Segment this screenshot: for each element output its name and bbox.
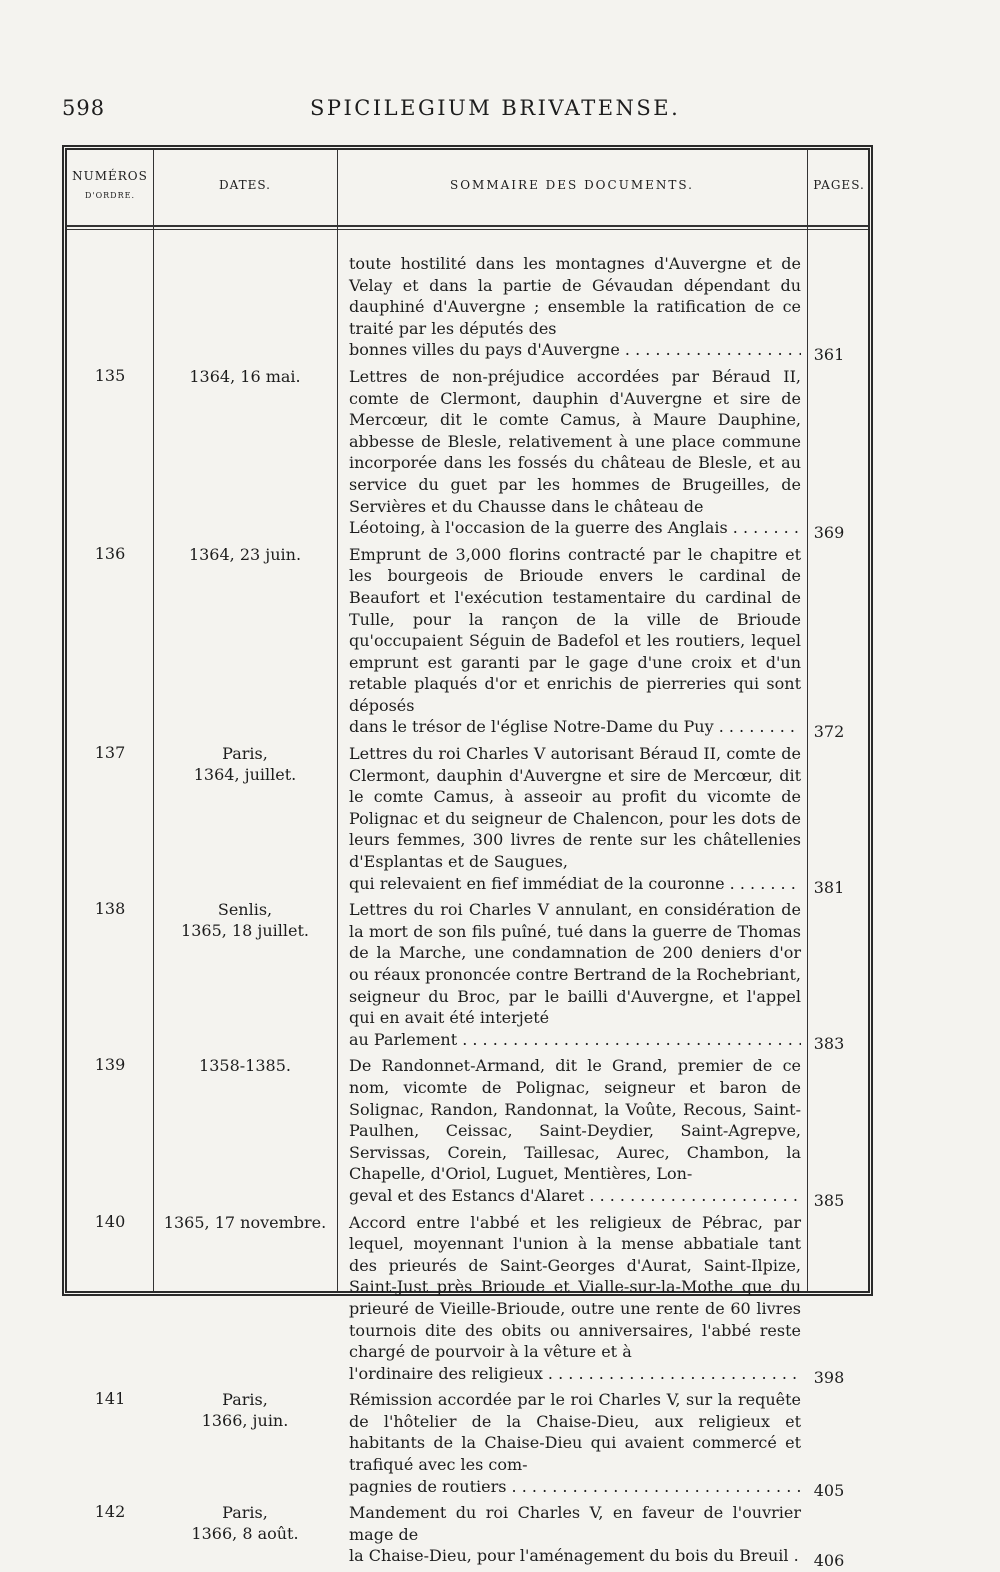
row-summary-last-line: la Chaise-Dieu, pour l'aménagement du bois du Breuil . . . (349, 1545, 801, 1567)
row-number: 142 (94, 1502, 126, 1522)
row-date-value: 1364, 23 juin. (188, 544, 302, 564)
row-page: 369 (813, 522, 845, 542)
row-page: 405 (813, 1481, 845, 1501)
row-date-value: 1358-1385. (199, 1056, 291, 1076)
table-row (67, 1389, 868, 1501)
row-summary (349, 1502, 801, 1567)
row-summary-text: Mandement du roi Charles V, en faveur de l'ouvrier mage de (349, 1503, 801, 1544)
row-summary (349, 366, 801, 539)
header-dates: DATES. (218, 178, 271, 192)
row-page: 381 (813, 878, 845, 898)
header-sommaire: SOMMAIRE DES DOCUMENTS. (450, 178, 694, 192)
row-page: 361 (813, 344, 845, 364)
row-date (153, 1212, 337, 1233)
row-date-value: 1365, 18 juillet. (181, 921, 309, 941)
row-page: 372 (813, 722, 845, 742)
row-summary-last-line: dans le trésor de l'église Notre-Dame du Puy . . . (349, 716, 801, 738)
row-page: 406 (813, 1551, 845, 1571)
row-date (153, 366, 337, 387)
table-row (67, 899, 868, 1054)
row-number: 135 (94, 365, 126, 385)
row-page: 398 (813, 1368, 845, 1388)
row-date-place: Paris, (222, 1390, 268, 1410)
row-summary-last-line: Léotoing, à l'occasion de la guerre des Anglais . . . (349, 517, 801, 539)
row-date (153, 1502, 337, 1544)
row-summary (349, 253, 801, 361)
row-date-place: Paris, (222, 1503, 268, 1523)
row-number: 136 (94, 543, 126, 563)
row-summary-last-line: bonnes villes du pays d'Auvergne . . . (349, 339, 801, 361)
table-row (67, 1055, 868, 1210)
row-summary-last-line: l'ordinaire des religieux . . . (349, 1363, 801, 1385)
row-date-place: Paris, (222, 744, 268, 764)
row-number: 140 (94, 1211, 126, 1231)
row-date (153, 544, 337, 565)
table-row (67, 1211, 868, 1388)
header-rule (67, 229, 868, 230)
row-date-place: Senlis, (217, 900, 273, 920)
row-summary-text: Lettres du roi Charles V autorisant Béraud II, comte de Clermont, dauphin d'Auvergne et sire de Mercœur, dit le comte Camus, à asseoir au profit du vicomte de Polignac et du seigneur de Chalencon, pour les dots de leurs femmes, 300 livres de rente sur les châtellenies d'Esplantas et de Saugues, (349, 744, 801, 872)
row-number: 139 (94, 1055, 126, 1075)
row-summary-last-line: au Parlement . . . (349, 1029, 801, 1051)
row-date (153, 743, 337, 785)
table-row (67, 253, 868, 364)
row-number: 141 (94, 1389, 126, 1409)
table-row (67, 365, 868, 542)
row-date (153, 899, 337, 941)
row-summary-text: toute hostilité dans les montagnes d'Auvergne et de Velay et dans la partie de Gévaudan dépendant du dauphiné d'Auvergne ; ensemble la ratification de ce traité par les députés des (349, 254, 801, 338)
row-summary (349, 1389, 801, 1497)
row-date-value: 1365, 17 novembre. (163, 1212, 327, 1232)
row-date-value: 1364, 16 mai. (189, 366, 301, 386)
row-date (153, 1055, 337, 1076)
row-summary-text: Rémission accordée par le roi Charles V, sur la requête de l'hôtelier de la Chaise-Dieu, aux religieux et habitants de la Chaise-Dieu qui avaient commercé et trafiqué avec les com- (349, 1390, 801, 1475)
row-date-value: 1366, 8 août. (191, 1524, 299, 1544)
table-row (67, 743, 868, 898)
row-summary-text: Lettres du roi Charles V annulant, en considération de la mort de son fils puîné, tué dans la guerre de Thomas de la Marche, une condamnation de 200 deniers d'or ou réaux prononcée contre Bertrand de la Rochebriant, seigneur du Broc, par le bailli d'Auvergne, et l'appel qui en avait été interjeté (349, 900, 801, 1028)
header-numeros-label: NUMÉROS (72, 169, 148, 183)
row-page: 383 (813, 1034, 845, 1054)
header-numeros (67, 166, 153, 206)
running-title: SPICILEGIUM BRIVATENSE. (310, 96, 681, 120)
row-date (153, 1389, 337, 1431)
row-summary-last-line: geval et des Estancs d'Alaret . . . (349, 1185, 801, 1207)
header-rule (67, 225, 868, 227)
row-summary-last-line: qui relevaient en fief immédiat de la couronne . . . (349, 873, 801, 895)
row-summary-text: Lettres de non-préjudice accordées par Béraud II, comte de Clermont, dauphin d'Auvergne et sire de Mercœur, dit le comte Camus, à Maure Dauphine, abbesse de Blesle, relativement à une place commune incorporée dans les fossés du château de Blesle, et au service du guet par les hommes de Brugeilles, de Servières et du Chausse dans le château de (349, 366, 801, 516)
row-summary (349, 1055, 801, 1206)
document-index-table (62, 145, 873, 1571)
page-number: 598 (62, 96, 106, 120)
row-summary-text: Emprunt de 3,000 florins contracté par le chapitre et les bourgeois de Brioude envers le cardinal de Beaufort et l'exécution testamentaire du cardinal de Tulle, pour la rançon de la ville de Brioude qu'occupaient Séguin de Badefol et les routiers, lequel emprunt est garanti par le gage d'une croix et d'un retable plaqués d'or et enrichis de pierreries qui sont déposés (349, 544, 801, 715)
header-pages: PAGES. (813, 178, 865, 192)
table-body (67, 253, 868, 1572)
row-summary (349, 544, 801, 738)
row-date-value: 1366, juin. (201, 1411, 289, 1431)
row-summary (349, 899, 801, 1050)
row-summary (349, 743, 801, 894)
row-page: 385 (813, 1190, 845, 1210)
table-row (67, 543, 868, 742)
row-summary (349, 1212, 801, 1385)
row-gap (67, 1567, 868, 1572)
table-row (67, 1502, 868, 1571)
row-number: 137 (94, 743, 126, 763)
row-summary-text: De Randonnet-Armand, dit le Grand, premier de ce nom, vicomte de Polignac, seigneur et baron de Solignac, Randon, Randonnat, la Voûte, Recous, Saint-Paulhen, Ceissac, Saint-Deydier, Saint-Agrepve, Servissas, Corein, Taillesac, Aurec, Chambon, la Chapelle, d'Oriol, Luguet, Mentières, Lon- (349, 1056, 801, 1184)
running-head (62, 96, 882, 136)
row-number: 138 (94, 899, 126, 919)
row-summary-last-line: pagnies de routiers . . . (349, 1476, 801, 1498)
row-date-value: 1364, juillet. (193, 765, 297, 785)
header-ordre-label: D'ORDRE. (84, 191, 135, 200)
row-summary-text: Accord entre l'abbé et les religieux de Pébrac, par lequel, moyennant l'union à la mense abbatiale tant des prieurés de Saint-Georges d'Aurat, Saint-Ilpize, Saint-Just près Brioude et Vialle-sur-la-Mothe que du prieuré de Vieille-Brioude, outre une rente de 60 livres tournois dite des obits ou anniversaires, l'abbé reste chargé de pourvoir à la vêture et à (349, 1212, 801, 1362)
